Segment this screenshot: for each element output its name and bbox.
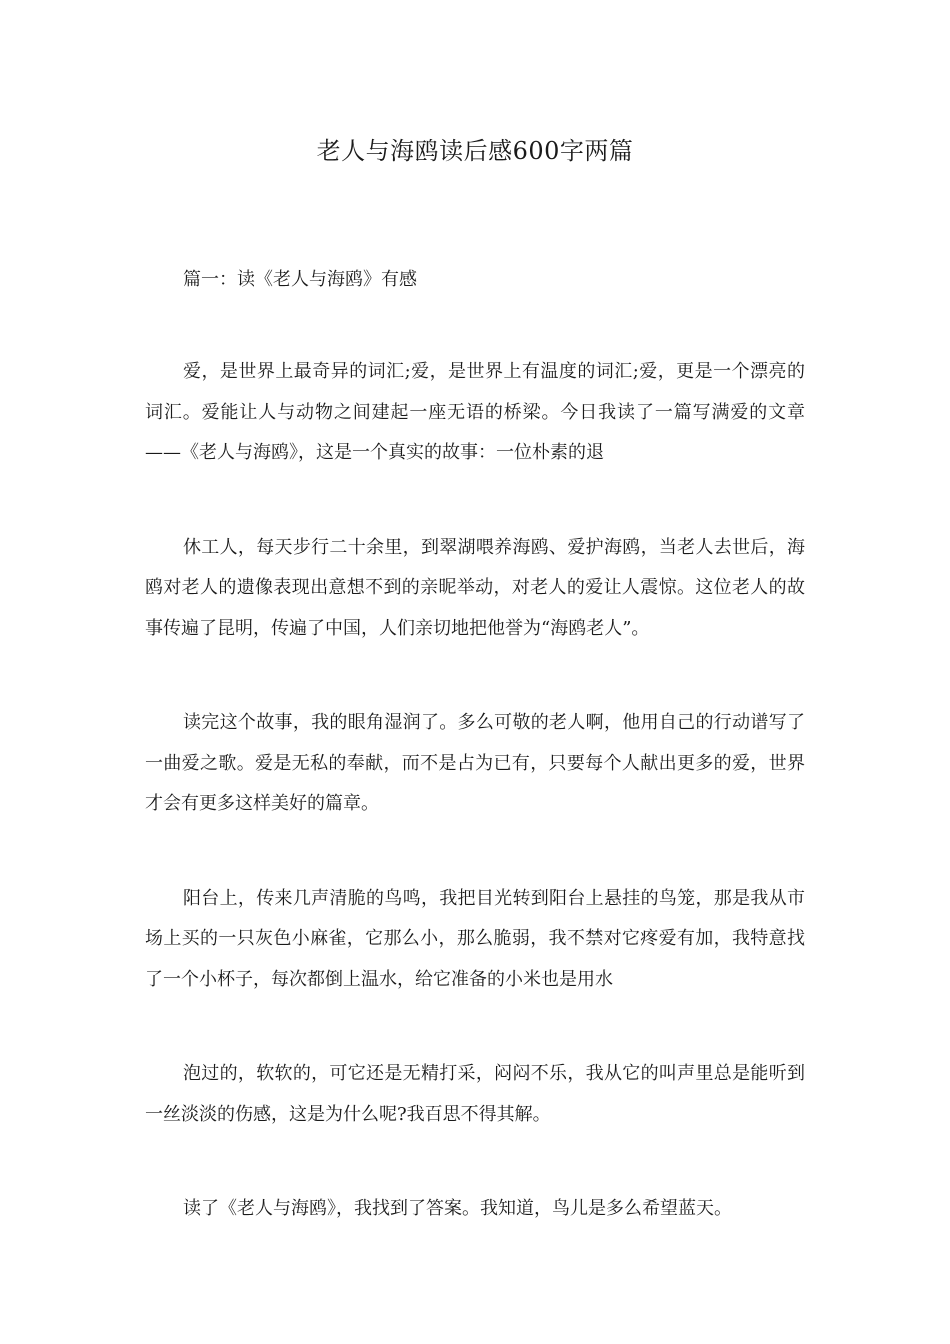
paragraph-5: 泡过的，软软的，可它还是无精打采，闷闷不乐，我从它的叫声里总是能听到一丝淡淡的伤感，这是为什么呢?我百思不得其解。: [145, 1063, 805, 1125]
section-heading: 篇一：读《老人与海鸥》有感: [183, 269, 417, 290]
paragraph-2: 休工人，每天步行二十余里，到翠湖喂养海鸥、爱护海鸥，当老人去世后，海鸥对老人的遗像表现出意想不到的亲昵举动，对老人的爱让人震惊。这位老人的故事传遍了昆明，传遍了中国，人们亲切地把他誉为“海鸥老人”。: [145, 536, 805, 639]
paragraph-3: 读完这个故事，我的眼角湿润了。多么可敬的老人啊，他用自己的行动谱写了一曲爱之歌。爱是无私的奉献，而不是占为已有，只要每个人献出更多的爱，世界才会有更多这样美好的篇章。: [145, 712, 805, 814]
document-body: [145, 262, 805, 1284]
paragraph-4: 阳台上，传来几声清脆的鸟鸣，我把目光转到阳台上悬挂的鸟笼，那是我从市场上买的一只灰色小麻雀，它那么小，那么脆弱，我不禁对它疼爱有加，我特意找了一个小杯子，每次都倒上温水，给它准备的小米也是用水: [145, 887, 805, 990]
document-title: 老人与海鸥读后感600字两篇: [316, 137, 634, 165]
paragraph-6: 读了《老人与海鸥》，我找到了答案。我知道，鸟儿是多么希望蓝天。: [183, 1198, 732, 1219]
paragraph-1: 爱，是世界上最奇异的词汇;爱，是世界上有温度的词汇;爱，更是一个漂亮的词汇。爱能让人与动物之间建起一座无语的桥梁。今日我读了一篇写满爱的文章——《老人与海鸥》，这是一个真实的故事：一位朴素的退: [145, 361, 805, 463]
